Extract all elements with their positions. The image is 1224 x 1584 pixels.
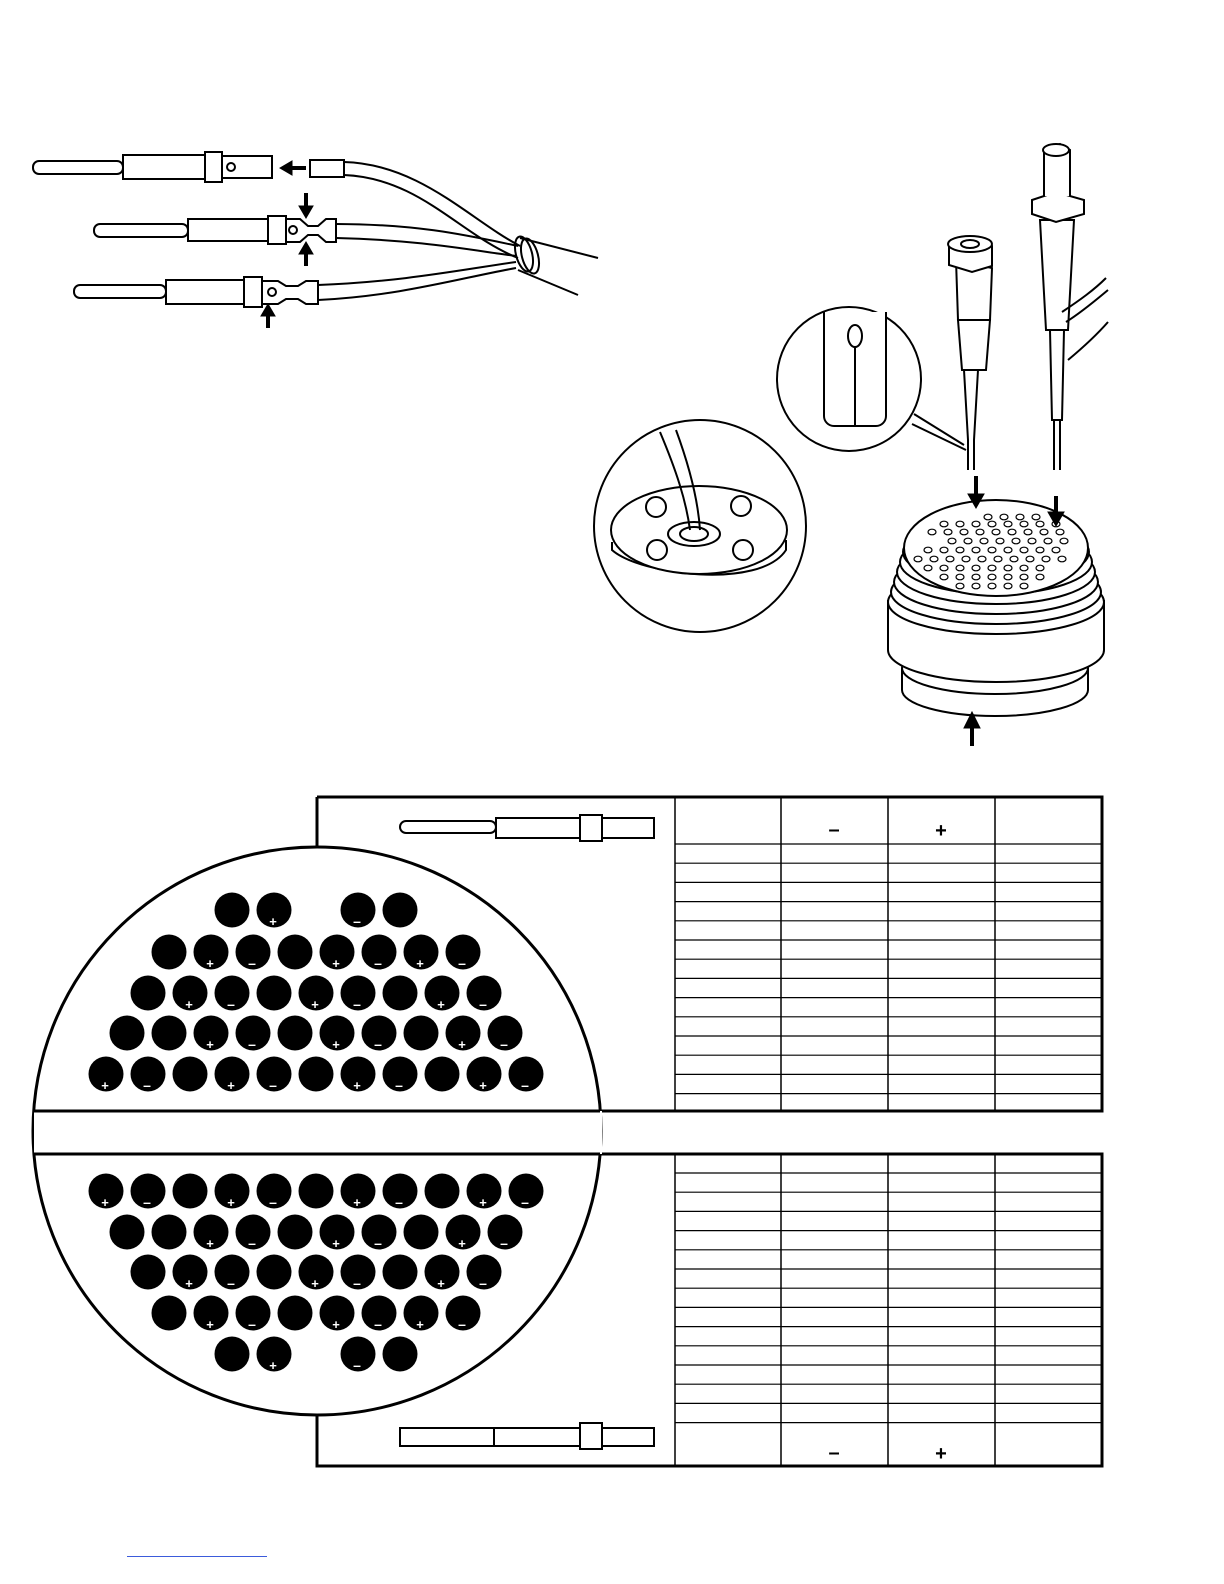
contact-pin xyxy=(257,1255,292,1290)
contact-pin xyxy=(383,976,418,1011)
contact-pin xyxy=(278,935,313,970)
plus-sign-label: + xyxy=(458,1037,466,1052)
minus-sign-label: – xyxy=(374,955,382,971)
minus-sign-label: – xyxy=(395,1194,403,1210)
magnified-socket-icon xyxy=(777,307,966,451)
minus-sign-label: – xyxy=(353,913,361,929)
plus-sign-label: + xyxy=(206,1236,214,1251)
minus-sign-label: – xyxy=(395,1077,403,1093)
plus-sign-label: + xyxy=(437,997,445,1012)
arrow-icon xyxy=(261,304,275,328)
contact-pin xyxy=(110,1215,145,1250)
minus-sign-label: – xyxy=(143,1194,151,1210)
extraction-tool-icon xyxy=(1032,144,1108,470)
contact-pin xyxy=(152,1215,187,1250)
minus-sign-label: – xyxy=(353,996,361,1012)
minus-sign-label: – xyxy=(374,1036,382,1052)
minus-sign-label: – xyxy=(353,1275,361,1291)
contact-pin xyxy=(110,1016,145,1051)
minus-sign-label: – xyxy=(269,1194,277,1210)
crimp-pin-icon xyxy=(94,216,336,244)
bottom-table-plus-footer: + xyxy=(935,1443,947,1465)
contact-pin xyxy=(131,976,166,1011)
plus-sign-label: + xyxy=(332,956,340,971)
plus-sign-label: + xyxy=(185,997,193,1012)
minus-sign-label: – xyxy=(500,1235,508,1251)
arrow-icon xyxy=(964,712,980,746)
contact-pin xyxy=(215,893,250,928)
plus-sign-label: + xyxy=(311,997,319,1012)
minus-sign-label: – xyxy=(227,996,235,1012)
minus-sign-label: – xyxy=(374,1235,382,1251)
contact-pin xyxy=(383,1337,418,1372)
plus-sign-label: + xyxy=(227,1078,235,1093)
minus-sign-label: – xyxy=(353,1357,361,1373)
magnified-grommet-icon xyxy=(594,420,806,632)
minus-sign-label: – xyxy=(521,1194,529,1210)
minus-sign-label: – xyxy=(248,955,256,971)
contact-pin xyxy=(299,1174,334,1209)
contact-pin xyxy=(152,1016,187,1051)
wiring-table-grid xyxy=(675,797,1102,1466)
plus-sign-label: + xyxy=(269,1358,277,1373)
minus-sign-label: – xyxy=(269,1077,277,1093)
contact-pin xyxy=(425,1174,460,1209)
pin-face-divider-band xyxy=(34,1111,602,1154)
contact-pin xyxy=(131,1255,166,1290)
plus-sign-label: + xyxy=(185,1276,193,1291)
contact-pin xyxy=(404,1016,439,1051)
page-link-underline[interactable] xyxy=(127,1556,267,1557)
minus-sign-label: – xyxy=(500,1036,508,1052)
contact-pin xyxy=(257,976,292,1011)
contact-pin xyxy=(278,1215,313,1250)
crimp-pin-icon xyxy=(400,815,654,841)
contact-pin xyxy=(404,1215,439,1250)
minus-sign-label: – xyxy=(374,1316,382,1332)
top-table-plus-header: + xyxy=(935,820,947,842)
contact-pin xyxy=(383,893,418,928)
plus-sign-label: + xyxy=(311,1276,319,1291)
contact-pin xyxy=(152,935,187,970)
minus-sign-label: – xyxy=(143,1077,151,1093)
plus-sign-label: + xyxy=(416,1317,424,1332)
connector-insert-icon xyxy=(888,500,1104,716)
arrow-icon xyxy=(299,193,313,218)
contact-pin xyxy=(173,1057,208,1092)
plus-sign-label: + xyxy=(353,1078,361,1093)
minus-sign-label: – xyxy=(458,955,466,971)
plus-sign-label: + xyxy=(353,1195,361,1210)
plus-sign-label: + xyxy=(479,1195,487,1210)
plus-sign-label: + xyxy=(458,1236,466,1251)
arrow-icon xyxy=(280,161,306,175)
minus-sign-label: – xyxy=(248,1036,256,1052)
minus-sign-label: – xyxy=(227,1275,235,1291)
crimp-pin-icon xyxy=(74,277,318,307)
contact-pin xyxy=(278,1296,313,1331)
plus-sign-label: + xyxy=(227,1195,235,1210)
insertion-tool-icon xyxy=(948,236,992,470)
contact-pin xyxy=(173,1174,208,1209)
contact-pin xyxy=(152,1296,187,1331)
plus-sign-label: + xyxy=(206,1317,214,1332)
top-table-minus-header: – xyxy=(828,819,840,841)
minus-sign-label: – xyxy=(458,1316,466,1332)
plus-sign-label: + xyxy=(437,1276,445,1291)
plus-sign-label: + xyxy=(206,956,214,971)
arrow-icon xyxy=(299,242,313,266)
minus-sign-label: – xyxy=(248,1316,256,1332)
contact-pin xyxy=(383,1255,418,1290)
plus-sign-label: + xyxy=(206,1037,214,1052)
minus-sign-label: – xyxy=(521,1077,529,1093)
plus-sign-label: + xyxy=(101,1195,109,1210)
contact-pin xyxy=(215,1337,250,1372)
minus-sign-label: – xyxy=(248,1235,256,1251)
plus-sign-label: + xyxy=(479,1078,487,1093)
plus-sign-label: + xyxy=(332,1317,340,1332)
minus-sign-label: – xyxy=(479,996,487,1012)
plus-sign-label: + xyxy=(416,956,424,971)
crimp-pin-icon xyxy=(400,1423,654,1449)
contact-pin xyxy=(278,1016,313,1051)
plus-sign-label: + xyxy=(332,1236,340,1251)
contact-pin xyxy=(299,1057,334,1092)
crimp-pin-detail xyxy=(33,152,598,307)
contact-pin xyxy=(425,1057,460,1092)
plus-sign-label: + xyxy=(332,1037,340,1052)
bottom-table-minus-footer: – xyxy=(828,1442,840,1464)
plus-sign-label: + xyxy=(101,1078,109,1093)
plus-sign-label: + xyxy=(269,914,277,929)
minus-sign-label: – xyxy=(479,1275,487,1291)
cable-jacket-bottom-edge xyxy=(518,270,578,295)
